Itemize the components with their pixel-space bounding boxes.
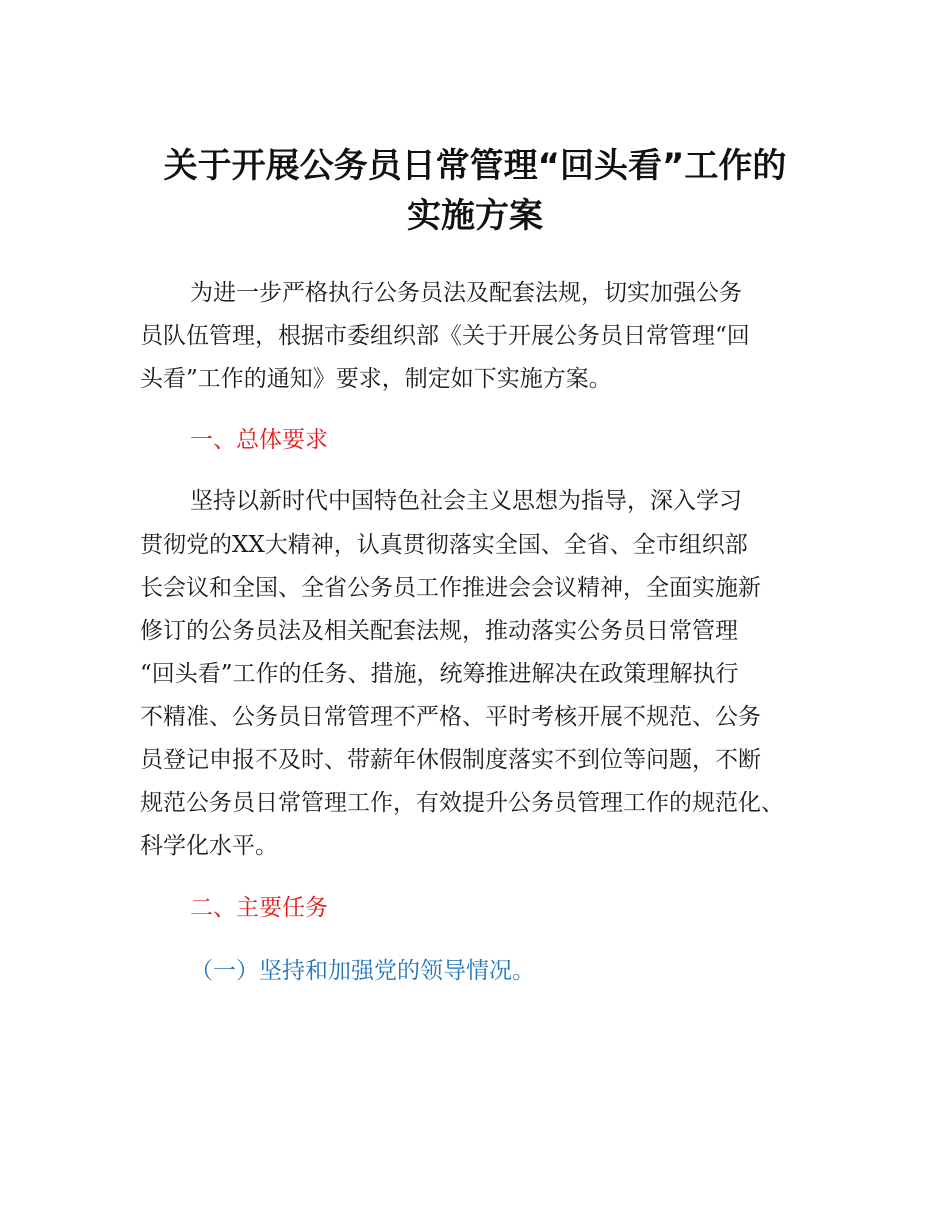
section-heading-overall-requirements: 一、总体要求 [190, 427, 328, 453]
intro-paragraph-line: 头看”工作的通知》要求，制定如下实施方案。 [140, 366, 612, 392]
section-heading-main-tasks: 二、主要任务 [190, 895, 328, 921]
subsection-heading-party-leadership: （一）坚持和加强党的领导情况。 [190, 958, 535, 984]
document-title-line2: 实施方案 [407, 196, 543, 236]
section1-paragraph-line: 贯彻党的XX大精神，认真贯彻落实全国、全省、全市组织部 [140, 532, 748, 558]
section1-paragraph-line: 不精准、公务员日常管理不严格、平时考核开展不规范、公务 [140, 704, 761, 730]
section1-paragraph-line: 长会议和全国、全省公务员工作推进会会议精神，全面实施新 [140, 575, 761, 601]
section1-paragraph-line: 规范公务员日常管理工作，有效提升公务员管理工作的规范化、 [140, 790, 784, 816]
section1-paragraph-line: “回头看”工作的任务、措施，统筹推进解决在政策理解执行 [140, 661, 739, 687]
section1-paragraph-line: 坚持以新时代中国特色社会主义思想为指导，深入学习 [190, 488, 742, 514]
section1-paragraph-line: 员登记申报不及时、带薪年休假制度落实不到位等问题，不断 [140, 747, 761, 773]
section1-paragraph-line: 修订的公务员法及相关配套法规，推动落实公务员日常管理 [140, 618, 738, 644]
intro-paragraph-line: 为进一步严格执行公务员法及配套法规，切实加强公务 [190, 280, 742, 306]
document-title-line1: 关于开展公务员日常管理“回头看”工作的 [163, 146, 787, 186]
section1-paragraph-line: 科学化水平。 [140, 833, 278, 859]
intro-paragraph-line: 员队伍管理，根据市委组织部《关于开展公务员日常管理“回 [140, 323, 750, 349]
